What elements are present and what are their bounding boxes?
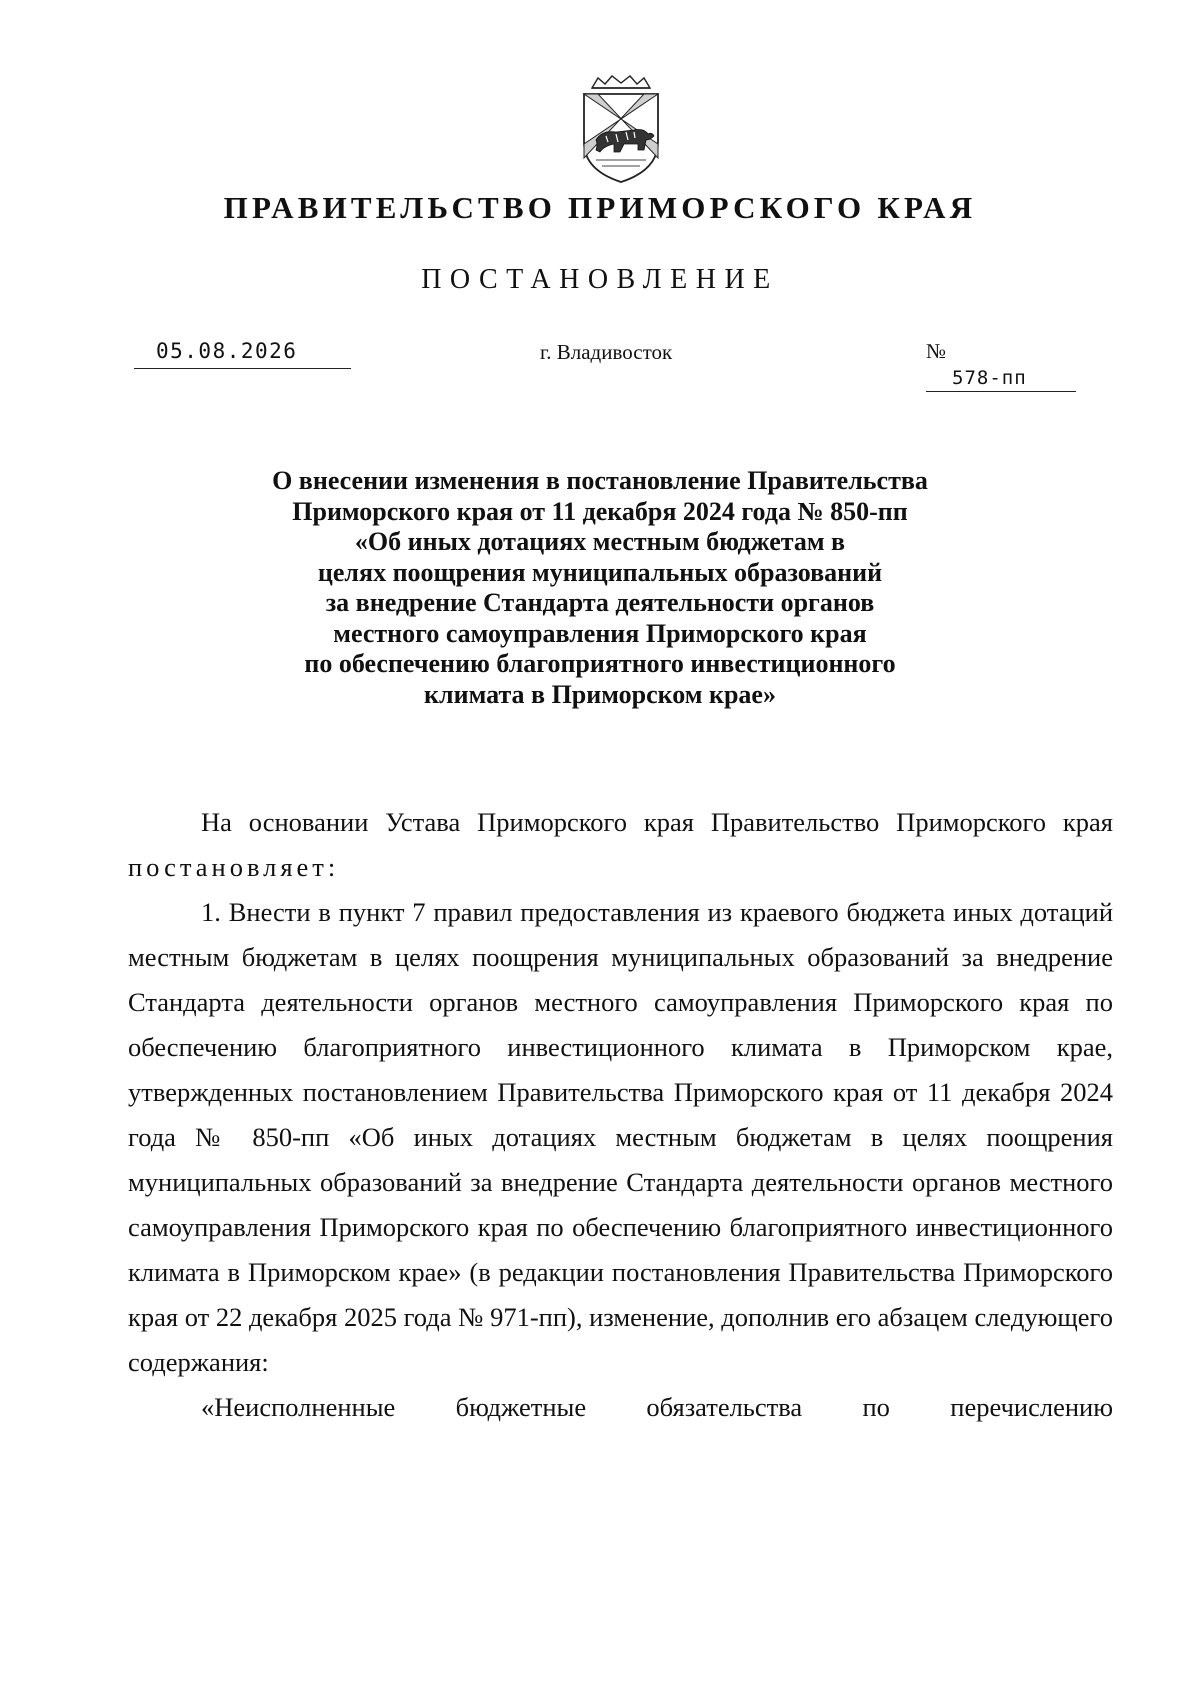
document-body — [128, 800, 1113, 1430]
title-line: О внесении изменения в постановление Правительства — [272, 466, 928, 495]
document-number: 578-пп — [926, 365, 1076, 392]
title-line: местного самоуправления Приморского края — [333, 618, 867, 648]
document-number-block — [926, 338, 1100, 389]
item-1-paragraph: 1. Внести в пункт 7 правил предоставления из краевого бюджета иных дотаций местным бюджетам в целях поощрения муниципальных образований за внедрение Стандарта деятельности органов местного самоуправления Приморского края по обеспечению благоприятного инвестиционного климата в Приморском крае, утвержденных постановлением Правительства Приморского края от 11 декабря 2024 года № 850-пп «Об иных дотациях местным бюджетам в целях поощрения муниципальных образований за внедрение Стандарта деятельности органов местного самоуправления Приморского края по обеспечению благоприятного инвестиционного климата в Приморском крае» (в редакции постановления Правительства Приморского края от 22 декабря 2025 года № 971-пп), изменение, дополнив его абзацем следующего содержания: — [128, 897, 1113, 1377]
title-line: «Об иных дотациях местным бюджетам в — [354, 527, 846, 556]
document-type: ПОСТАНОВЛЕНИЕ — [421, 264, 779, 295]
quote-paragraph: «Неисполненные бюджетные обязательства по перечислению — [201, 1392, 1113, 1422]
primorye-coat-of-arms-icon — [572, 74, 670, 186]
document-city: г. Владивосток — [540, 340, 673, 364]
intro-verb: постановляет: — [128, 852, 340, 882]
number-sign: № — [926, 339, 947, 363]
organization-title: ПРАВИТЕЛЬСТВО ПРИМОРСКОГО КРАЯ — [223, 190, 977, 225]
title-line: за внедрение Стандарта деятельности органов — [325, 588, 875, 617]
intro-paragraph — [128, 800, 1113, 890]
document-meta — [130, 338, 1100, 389]
intro-text: На основании Устава Приморского края Правительство Приморского края — [201, 807, 1113, 837]
title-line: по обеспечению благоприятного инвестиционного — [304, 649, 896, 678]
document-title — [200, 466, 1000, 710]
title-line: Приморского края от 11 декабря 2024 года № 850-пп — [292, 496, 908, 526]
title-line: климата в Приморском крае» — [424, 679, 776, 709]
document-date: 05.08.2026 — [134, 338, 351, 369]
title-line: целях поощрения муниципальных образований — [317, 557, 883, 587]
